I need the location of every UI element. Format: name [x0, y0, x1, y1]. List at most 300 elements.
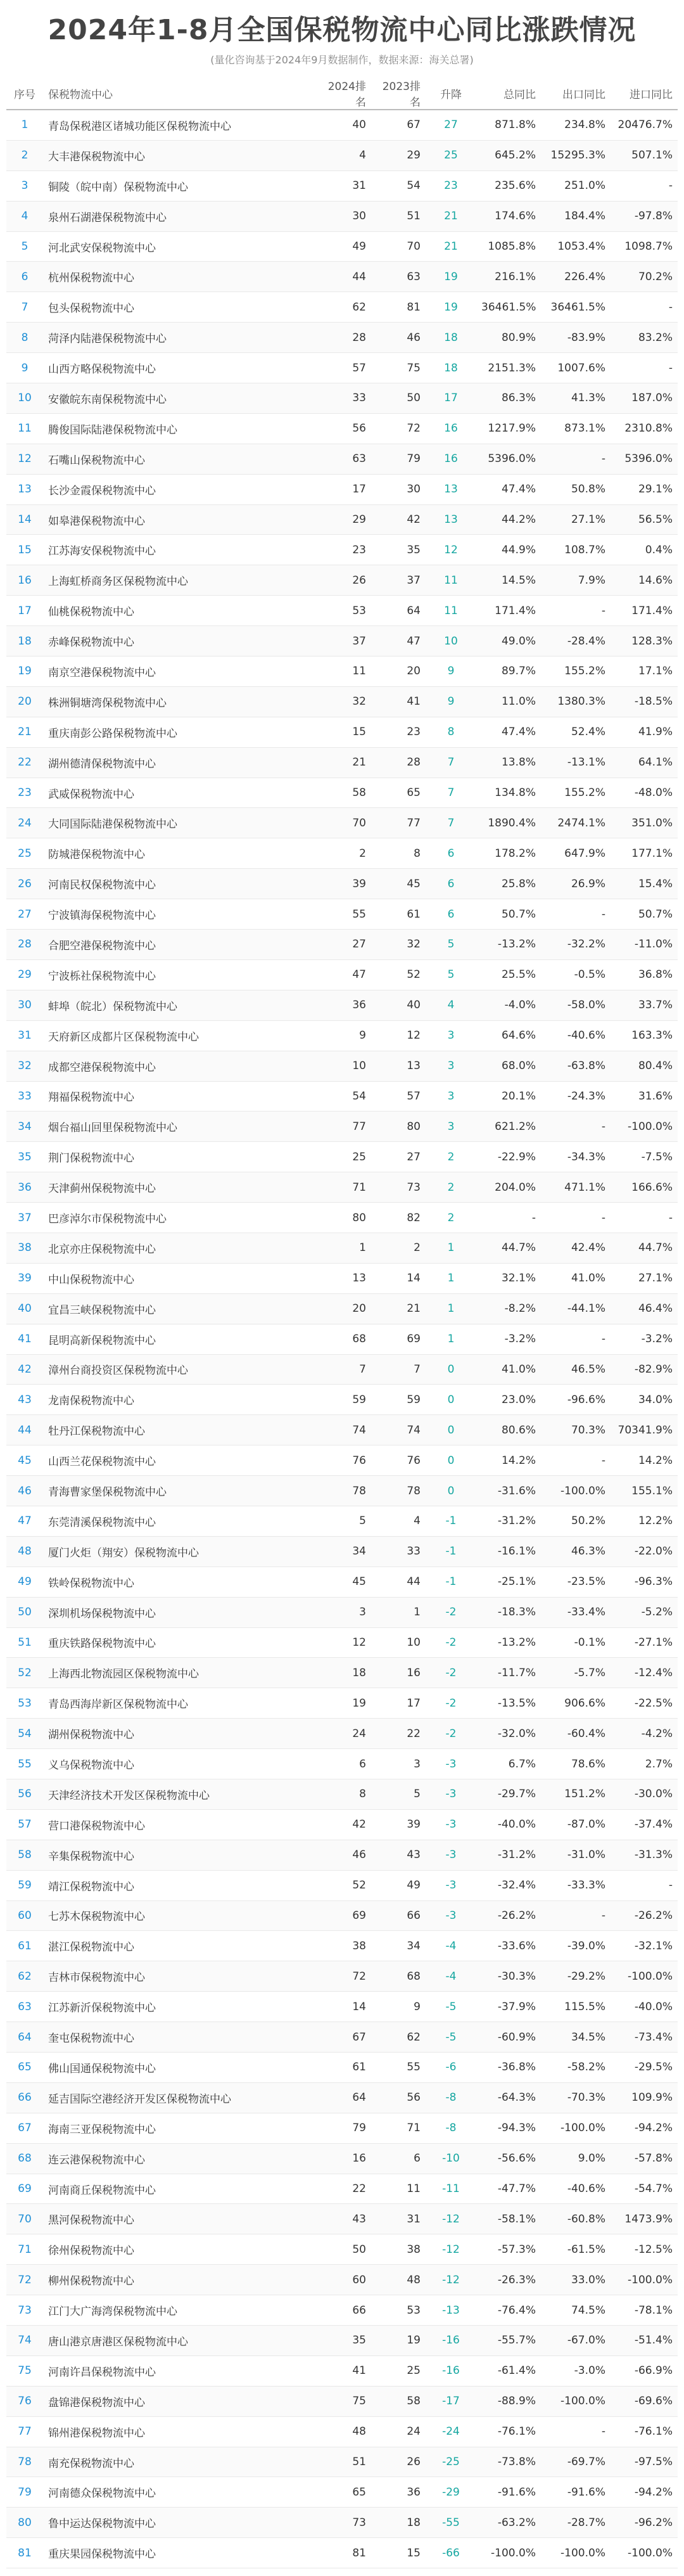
row-rank-change: -25 [426, 2447, 476, 2477]
row-index: 54 [6, 1719, 43, 1749]
row-total-yoy: 32.1% [476, 1263, 541, 1293]
row-rank-2024: 75 [317, 2386, 371, 2416]
row-index: 24 [6, 808, 43, 838]
row-rank-2024: 54 [317, 1081, 371, 1112]
row-rank-change: 11 [426, 596, 476, 626]
row-rank-2023: 70 [371, 231, 426, 262]
row-export-yoy: 155.2% [541, 657, 611, 687]
table-row [6, 778, 678, 808]
row-import-yoy: 70.2% [611, 262, 678, 292]
row-rank-change: 19 [426, 292, 476, 323]
row-import-yoy: -100.0% [611, 2265, 678, 2295]
row-total-yoy: 1085.8% [476, 231, 541, 262]
row-index: 43 [6, 1385, 43, 1415]
table-row [6, 1779, 678, 1809]
table-row [6, 565, 678, 596]
row-export-yoy: -100.0% [541, 1476, 611, 1506]
row-total-yoy: 49.0% [476, 626, 541, 657]
row-rank-change: 7 [426, 808, 476, 838]
row-name: 宁波栎社保税物流中心 [43, 959, 317, 990]
row-total-yoy: 174.6% [476, 201, 541, 231]
row-rank-2024: 20 [317, 1293, 371, 1324]
row-rank-change: -10 [426, 2143, 476, 2174]
table-row [6, 1992, 678, 2022]
row-import-yoy: 64.1% [611, 747, 678, 778]
row-import-yoy: 507.1% [611, 140, 678, 170]
row-rank-2024: 57 [317, 353, 371, 383]
table-header-row [6, 77, 678, 110]
row-rank-change: 7 [426, 747, 476, 778]
row-rank-2023: 78 [371, 1476, 426, 1506]
row-rank-2024: 48 [317, 2416, 371, 2447]
row-export-yoy: 50.8% [541, 474, 611, 504]
row-rank-2024: 25 [317, 1142, 371, 1172]
row-total-yoy: 80.6% [476, 1415, 541, 1445]
table-row [6, 1658, 678, 1688]
table-row [6, 231, 678, 262]
row-total-yoy: -88.9% [476, 2386, 541, 2416]
table-row [6, 2295, 678, 2326]
row-rank-2023: 68 [371, 1961, 426, 1992]
row-import-yoy: -29.5% [611, 2053, 678, 2083]
row-total-yoy: 216.1% [476, 262, 541, 292]
row-total-yoy: 6.7% [476, 1749, 541, 1779]
row-import-yoy: -37.4% [611, 1809, 678, 1840]
row-rank-2024: 68 [317, 1324, 371, 1354]
row-rank-2024: 23 [317, 535, 371, 565]
row-export-yoy: -67.0% [541, 2326, 611, 2356]
row-index: 16 [6, 565, 43, 596]
row-export-yoy: -100.0% [541, 2538, 611, 2568]
row-rank-2024: 33 [317, 383, 371, 414]
row-rank-2024: 62 [317, 292, 371, 323]
row-rank-change: -12 [426, 2265, 476, 2295]
row-rank-change: -5 [426, 2022, 476, 2053]
row-rank-2023: 55 [371, 2053, 426, 2083]
row-total-yoy: -61.4% [476, 2355, 541, 2386]
row-import-yoy: 15.4% [611, 869, 678, 899]
row-total-yoy: 68.0% [476, 1051, 541, 1081]
row-import-yoy: 171.4% [611, 596, 678, 626]
row-rank-change: -3 [426, 1870, 476, 1900]
row-name: 河北武安保税物流中心 [43, 231, 317, 262]
row-export-yoy: 50.2% [541, 1506, 611, 1536]
row-total-yoy: -25.1% [476, 1567, 541, 1597]
row-import-yoy: -69.6% [611, 2386, 678, 2416]
row-export-yoy: -87.0% [541, 1809, 611, 1840]
row-total-yoy: 20.1% [476, 1081, 541, 1112]
row-rank-2023: 26 [371, 2447, 426, 2477]
row-import-yoy: -78.1% [611, 2295, 678, 2326]
row-index: 36 [6, 1172, 43, 1203]
row-import-yoy: 44.7% [611, 1233, 678, 1263]
row-rank-change: -1 [426, 1536, 476, 1567]
row-export-yoy: -29.2% [541, 1961, 611, 1992]
row-name: 翔福保税物流中心 [43, 1081, 317, 1112]
row-import-yoy: 17.1% [611, 657, 678, 687]
table-row [6, 2447, 678, 2477]
header-rank-change: 升降 [426, 77, 476, 110]
row-index: 50 [6, 1597, 43, 1627]
row-name: 杭州保税物流中心 [43, 262, 317, 292]
row-index: 30 [6, 990, 43, 1020]
table-row [6, 1688, 678, 1719]
row-import-yoy: -32.1% [611, 1931, 678, 1961]
row-rank-2023: 75 [371, 353, 426, 383]
row-rank-change: 23 [426, 170, 476, 201]
row-index: 75 [6, 2355, 43, 2386]
table-row [6, 959, 678, 990]
row-total-yoy: -58.1% [476, 2204, 541, 2234]
row-total-yoy: -33.6% [476, 1931, 541, 1961]
row-total-yoy: 36461.5% [476, 292, 541, 323]
row-export-yoy: -39.0% [541, 1931, 611, 1961]
row-name: 宜昌三峡保税物流中心 [43, 1293, 317, 1324]
row-export-yoy: -0.1% [541, 1627, 611, 1658]
row-export-yoy: 906.6% [541, 1688, 611, 1719]
row-name: 包头保税物流中心 [43, 292, 317, 323]
table-row [6, 1931, 678, 1961]
table-row [6, 1233, 678, 1263]
table-row [6, 140, 678, 170]
row-rank-2023: 61 [371, 899, 426, 930]
row-export-yoy: -96.6% [541, 1385, 611, 1415]
row-total-yoy: 50.7% [476, 899, 541, 930]
row-import-yoy: 46.4% [611, 1293, 678, 1324]
row-rank-2023: 31 [371, 2204, 426, 2234]
row-export-yoy: -100.0% [541, 2386, 611, 2416]
row-name: 深圳机场保税物流中心 [43, 1597, 317, 1627]
table-row [6, 1142, 678, 1172]
table-row [6, 930, 678, 960]
row-total-yoy: -11.7% [476, 1658, 541, 1688]
table-row [6, 535, 678, 565]
row-name: 青岛西海岸新区保税物流中心 [43, 1688, 317, 1719]
row-import-yoy: 80.4% [611, 1051, 678, 1081]
header-rank-2023: 2023排名 [371, 77, 426, 110]
row-name: 黑河保税物流中心 [43, 2204, 317, 2234]
row-rank-2024: 12 [317, 1627, 371, 1658]
row-export-yoy: 1380.3% [541, 686, 611, 717]
row-name: 菏泽内陆港保税物流中心 [43, 323, 317, 353]
row-export-yoy: -28.7% [541, 2508, 611, 2538]
row-export-yoy: 115.5% [541, 1992, 611, 2022]
row-name: 仙桃保税物流中心 [43, 596, 317, 626]
row-index: 73 [6, 2295, 43, 2326]
row-total-yoy: 2151.3% [476, 353, 541, 383]
row-index: 81 [6, 2538, 43, 2568]
row-index: 48 [6, 1536, 43, 1567]
row-rank-2024: 34 [317, 1536, 371, 1567]
row-export-yoy: -44.1% [541, 1293, 611, 1324]
row-index: 62 [6, 1961, 43, 1992]
row-import-yoy: -51.4% [611, 2326, 678, 2356]
row-export-yoy: - [541, 899, 611, 930]
row-index: 4 [6, 201, 43, 231]
row-rank-2023: 22 [371, 1719, 426, 1749]
row-rank-2023: 9 [371, 1992, 426, 2022]
row-index: 12 [6, 444, 43, 474]
row-rank-change: 0 [426, 1476, 476, 1506]
row-rank-2023: 50 [371, 383, 426, 414]
row-name: 佛山国通保税物流中心 [43, 2053, 317, 2083]
row-import-yoy: -27.1% [611, 1627, 678, 1658]
row-rank-2024: 35 [317, 2326, 371, 2356]
table-body [6, 110, 678, 2568]
row-rank-2024: 44 [317, 262, 371, 292]
row-export-yoy: 873.1% [541, 413, 611, 444]
row-index: 69 [6, 2174, 43, 2204]
row-rank-2024: 71 [317, 1172, 371, 1203]
row-rank-change: -3 [426, 1779, 476, 1809]
table-row [6, 323, 678, 353]
row-export-yoy: 234.8% [541, 110, 611, 140]
row-total-yoy: 86.3% [476, 383, 541, 414]
row-export-yoy: 155.2% [541, 778, 611, 808]
row-export-yoy: -34.3% [541, 1142, 611, 1172]
row-name: 江门大广海湾保税物流中心 [43, 2295, 317, 2326]
header-index: 序号 [6, 77, 43, 110]
row-import-yoy: -54.7% [611, 2174, 678, 2204]
row-export-yoy: 1053.4% [541, 231, 611, 262]
row-index: 67 [6, 2113, 43, 2143]
row-rank-change: 19 [426, 262, 476, 292]
row-export-yoy: 151.2% [541, 1779, 611, 1809]
table-row [6, 717, 678, 747]
table-row [6, 2265, 678, 2295]
row-import-yoy: 351.0% [611, 808, 678, 838]
row-rank-2023: 56 [371, 2082, 426, 2113]
table-row [6, 2053, 678, 2083]
table-row [6, 1020, 678, 1051]
table-row [6, 292, 678, 323]
row-rank-change: -3 [426, 1840, 476, 1870]
row-export-yoy: - [541, 1112, 611, 1142]
row-index: 63 [6, 1992, 43, 2022]
row-rank-2023: 62 [371, 2022, 426, 2053]
row-rank-change: 2 [426, 1172, 476, 1203]
row-rank-2024: 69 [317, 1900, 371, 1931]
row-total-yoy: 13.8% [476, 747, 541, 778]
row-rank-2024: 28 [317, 323, 371, 353]
row-name: 河南民权保税物流中心 [43, 869, 317, 899]
row-rank-2024: 50 [317, 2234, 371, 2265]
row-rank-2024: 74 [317, 1415, 371, 1445]
row-rank-2023: 41 [371, 686, 426, 717]
row-rank-change: 3 [426, 1081, 476, 1112]
row-import-yoy: -30.0% [611, 1779, 678, 1809]
row-index: 41 [6, 1324, 43, 1354]
row-rank-change: -11 [426, 2174, 476, 2204]
row-name: 长沙金霞保税物流中心 [43, 474, 317, 504]
row-rank-change: 2 [426, 1203, 476, 1233]
row-import-yoy: -31.3% [611, 1840, 678, 1870]
row-index: 18 [6, 626, 43, 657]
row-name: 靖江保税物流中心 [43, 1870, 317, 1900]
row-index: 33 [6, 1081, 43, 1112]
row-import-yoy: -3.2% [611, 1324, 678, 1354]
row-export-yoy: -91.6% [541, 2477, 611, 2508]
row-import-yoy: -48.0% [611, 778, 678, 808]
row-total-yoy: 47.4% [476, 717, 541, 747]
row-rank-2024: 66 [317, 2295, 371, 2326]
row-rank-2024: 55 [317, 899, 371, 930]
row-rank-2023: 63 [371, 262, 426, 292]
table-row [6, 1627, 678, 1658]
table-row [6, 1597, 678, 1627]
row-index: 22 [6, 747, 43, 778]
row-rank-2024: 38 [317, 1931, 371, 1961]
row-import-yoy: -66.9% [611, 2355, 678, 2386]
row-total-yoy: 47.4% [476, 474, 541, 504]
row-total-yoy: -55.7% [476, 2326, 541, 2356]
row-index: 40 [6, 1293, 43, 1324]
row-index: 29 [6, 959, 43, 990]
row-import-yoy: -97.8% [611, 201, 678, 231]
table-row [6, 1536, 678, 1567]
row-rank-2024: 6 [317, 1749, 371, 1779]
row-export-yoy: -33.3% [541, 1870, 611, 1900]
row-index: 80 [6, 2508, 43, 2538]
row-rank-2023: 36 [371, 2477, 426, 2508]
row-rank-2023: 28 [371, 747, 426, 778]
row-index: 56 [6, 1779, 43, 1809]
row-total-yoy: 25.8% [476, 869, 541, 899]
row-export-yoy: -40.6% [541, 2174, 611, 2204]
row-total-yoy: - [476, 1203, 541, 1233]
table-row [6, 262, 678, 292]
table-row [6, 686, 678, 717]
row-rank-change: 6 [426, 899, 476, 930]
row-import-yoy: 0.4% [611, 535, 678, 565]
row-index: 47 [6, 1506, 43, 1536]
table-row [6, 1719, 678, 1749]
row-rank-change: 16 [426, 444, 476, 474]
row-rank-2024: 16 [317, 2143, 371, 2174]
row-rank-change: 18 [426, 323, 476, 353]
row-index: 3 [6, 170, 43, 201]
row-import-yoy: 12.2% [611, 1506, 678, 1536]
row-name: 南京空港保税物流中心 [43, 657, 317, 687]
row-rank-change: -24 [426, 2416, 476, 2447]
row-rank-2023: 46 [371, 323, 426, 353]
table-row [6, 1081, 678, 1112]
row-rank-change: 18 [426, 353, 476, 383]
row-export-yoy: - [541, 1324, 611, 1354]
row-rank-2024: 59 [317, 1385, 371, 1415]
row-rank-2023: 12 [371, 1020, 426, 1051]
row-name: 青海曹家堡保税物流中心 [43, 1476, 317, 1506]
row-rank-change: -66 [426, 2538, 476, 2568]
row-rank-2023: 37 [371, 565, 426, 596]
row-index: 15 [6, 535, 43, 565]
row-rank-change: -2 [426, 1719, 476, 1749]
row-index: 28 [6, 930, 43, 960]
row-import-yoy: 14.6% [611, 565, 678, 596]
row-name: 昆明高新保税物流中心 [43, 1324, 317, 1354]
row-rank-change: -2 [426, 1688, 476, 1719]
row-rank-2023: 64 [371, 596, 426, 626]
row-export-yoy: - [541, 2416, 611, 2447]
row-rank-2023: 66 [371, 1900, 426, 1931]
row-rank-2023: 54 [371, 170, 426, 201]
row-import-yoy: - [611, 292, 678, 323]
row-import-yoy: 31.6% [611, 1081, 678, 1112]
row-rank-change: -3 [426, 1809, 476, 1840]
row-import-yoy: -73.4% [611, 2022, 678, 2053]
row-rank-change: 27 [426, 110, 476, 140]
row-import-yoy: -22.0% [611, 1536, 678, 1567]
row-index: 52 [6, 1658, 43, 1688]
row-export-yoy: -5.7% [541, 1658, 611, 1688]
row-export-yoy: 7.9% [541, 565, 611, 596]
row-index: 78 [6, 2447, 43, 2477]
row-rank-2024: 63 [317, 444, 371, 474]
table-row [6, 1324, 678, 1354]
row-total-yoy: -64.3% [476, 2082, 541, 2113]
row-import-yoy: -100.0% [611, 1961, 678, 1992]
row-import-yoy: 5396.0% [611, 444, 678, 474]
row-rank-change: 13 [426, 474, 476, 504]
row-rank-change: -29 [426, 2477, 476, 2508]
row-export-yoy: -70.3% [541, 2082, 611, 2113]
row-total-yoy: -56.6% [476, 2143, 541, 2174]
row-rank-2023: 24 [371, 2416, 426, 2447]
row-import-yoy: -26.2% [611, 1900, 678, 1931]
row-index: 68 [6, 2143, 43, 2174]
table-row [6, 2538, 678, 2568]
row-rank-2023: 67 [371, 110, 426, 140]
row-name: 辛集保税物流中心 [43, 1840, 317, 1870]
table-row [6, 1263, 678, 1293]
row-rank-2024: 5 [317, 1506, 371, 1536]
row-rank-change: 6 [426, 838, 476, 869]
row-rank-2024: 46 [317, 1840, 371, 1870]
row-total-yoy: 1890.4% [476, 808, 541, 838]
table-row [6, 2082, 678, 2113]
row-import-yoy: -22.5% [611, 1688, 678, 1719]
row-export-yoy: -60.4% [541, 1719, 611, 1749]
row-export-yoy: 41.3% [541, 383, 611, 414]
row-import-yoy: 50.7% [611, 899, 678, 930]
row-name: 龙南保税物流中心 [43, 1385, 317, 1415]
table-row [6, 808, 678, 838]
row-export-yoy: -13.1% [541, 747, 611, 778]
row-rank-2024: 21 [317, 747, 371, 778]
row-import-yoy: 187.0% [611, 383, 678, 414]
row-rank-change: 10 [426, 626, 476, 657]
row-name: 巴彦淖尔市保税物流中心 [43, 1203, 317, 1233]
row-export-yoy: -61.5% [541, 2234, 611, 2265]
table-row [6, 1476, 678, 1506]
row-rank-2024: 56 [317, 413, 371, 444]
row-rank-2023: 14 [371, 1263, 426, 1293]
row-export-yoy: 36461.5% [541, 292, 611, 323]
row-rank-change: 3 [426, 1020, 476, 1051]
row-import-yoy: 29.1% [611, 474, 678, 504]
table-row [6, 1415, 678, 1445]
row-name: 安徽皖东南保税物流中心 [43, 383, 317, 414]
row-rank-2024: 39 [317, 869, 371, 899]
row-name: 成都空港保税物流中心 [43, 1051, 317, 1081]
row-total-yoy: -8.2% [476, 1293, 541, 1324]
row-name: 连云港保税物流中心 [43, 2143, 317, 2174]
row-rank-2023: 34 [371, 1931, 426, 1961]
row-name: 铁岭保税物流中心 [43, 1567, 317, 1597]
row-total-yoy: 44.2% [476, 504, 541, 535]
row-name: 重庆铁路保税物流中心 [43, 1627, 317, 1658]
row-rank-2023: 5 [371, 1779, 426, 1809]
